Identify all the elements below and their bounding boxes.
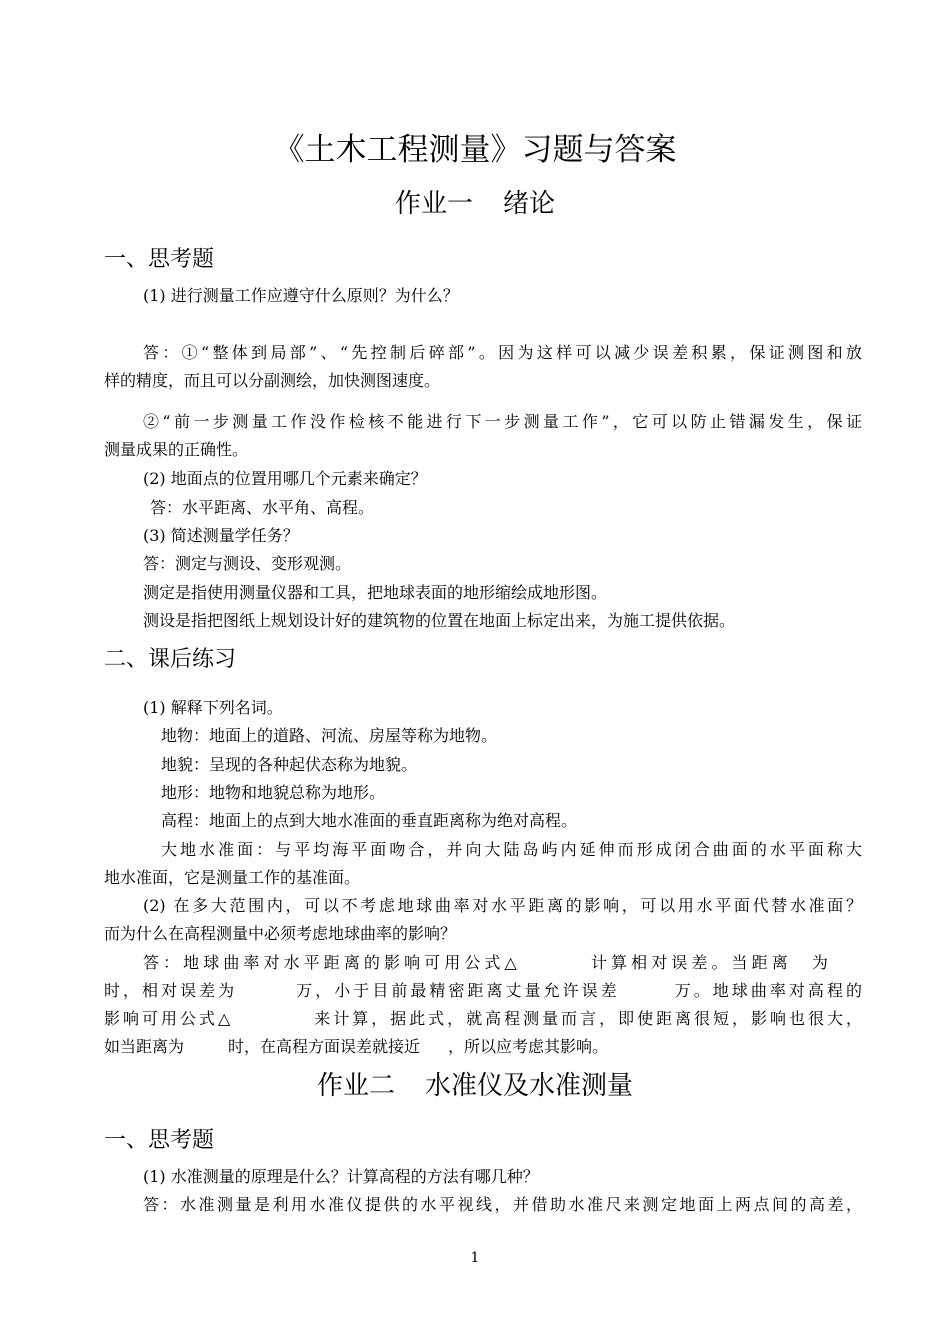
answer-1-1b (104, 408, 862, 464)
term-ground-feature: 地物：地面上的道路、河流、房屋等称为地物。 (161, 726, 498, 745)
term-elevation: 高程：地面上的点到大地水准面的垂直距离称为绝对高程。 (161, 811, 578, 830)
section-heading-thinking-questions-2: 一、思考题 (104, 1128, 215, 1153)
homework-2-title-number: 作业二 (316, 1071, 395, 1101)
homework-1-title-topic: 绪论 (503, 189, 556, 219)
answer-1-2: 答：水平距离、水平角、高程。 (150, 498, 375, 517)
answer-1-3-definition-survey: 测定是指使用测量仪器和工具，把地球表面的地形缩绘成地形图。 (143, 583, 608, 602)
section-heading-after-class-exercises: 二、课后练习 (104, 647, 237, 672)
question-2-1: (1) 水准测量的原理是什么？计算高程的方法有哪几种？ (143, 1167, 539, 1186)
term-geoid-line-1: 大地水准面：与平均海平面吻合，并向大陆岛屿内延伸而形成闭合曲面的水平面称大 (161, 840, 862, 859)
page-number: 1 (470, 1250, 480, 1266)
answer-exercise-2-line-4: 如当距离为 时，在高程方面误差就接近 ，所以应考虑其影响。 (104, 1037, 609, 1056)
question-1-1: (1) 进行测量工作应遵守什么原则？为什么？ (143, 286, 459, 305)
homework-1-title-number: 作业一 (394, 189, 473, 219)
exercise-1: (1) 解释下列名词。 (143, 698, 283, 717)
question-1-2: (2) 地面点的位置用哪几个元素来确定？ (143, 469, 427, 488)
answer-2-1-line-1: 答：水准测量是利用水准仪提供的水平视线，并借助水准尺来测定地面上两点间的高差， (143, 1195, 862, 1214)
answer-exercise-2-line-2: 时，相对误差为 万，小于目前最精密距离丈量允许误差 万。地球曲率对高程的 (104, 981, 862, 1000)
answer-exercise-2 (104, 949, 862, 1061)
answer-1-3-definition-setting-out: 测设是指把图纸上规划设计好的建筑物的位置在地面上标定出来，为施工提供依据。 (143, 611, 736, 630)
answer-1-1b-line-2: 测量成果的正确性。 (104, 440, 249, 459)
term-landform: 地貌：呈现的各种起伏态称为地貌。 (161, 755, 418, 774)
term-geoid (104, 836, 862, 892)
term-topography: 地形：地物和地貌总称为地形。 (161, 783, 386, 802)
question-1-3: (3) 简述测量学任务？ (143, 526, 299, 545)
homework-2-title (0, 1068, 950, 1104)
homework-2-title-topic: 水准仪及水准测量 (425, 1071, 634, 1101)
section-heading-thinking-questions: 一、思考题 (104, 247, 215, 272)
answer-1-1b-line-1: ②“前一步测量工作没作检核不能进行下一步测量工作”，它可以防止错漏发生，保证 (143, 412, 862, 431)
answer-1-3: 答：测定与测设、变形观测。 (143, 554, 352, 573)
answer-exercise-2-line-3: 影响可用公式△ 来计算，据此式，就高程测量而言，即使距离很短，影响也很大， (104, 1009, 862, 1028)
answer-exercise-2-line-1: 答：地球曲率对水平距离的影响可用公式△ 计算相对误差。当距离 为 (143, 953, 832, 972)
answer-1-1a-line-1: 答：①“整体到局部”、“先控制后碎部”。因为这样可以减少误差积累，保证测图和放 (143, 343, 862, 362)
exercise-2-line-2: 而为什么在高程测量中必须考虑地球曲率的影响？ (104, 924, 457, 943)
answer-1-1a (104, 339, 862, 395)
exercise-2 (104, 892, 862, 948)
exercise-2-line-1: (2) 在多大范围内，可以不考虑地球曲率对水平距离的影响，可以用水平面代替水准面？ (143, 896, 862, 915)
homework-1-title (0, 186, 950, 222)
answer-1-1a-line-2: 样的精度，而且可以分副测绘，加快测图速度。 (104, 371, 441, 390)
term-geoid-line-2: 地水准面，它是测量工作的基准面。 (104, 868, 361, 887)
document-title: 《土木工程测量》习题与答案 (273, 132, 677, 168)
